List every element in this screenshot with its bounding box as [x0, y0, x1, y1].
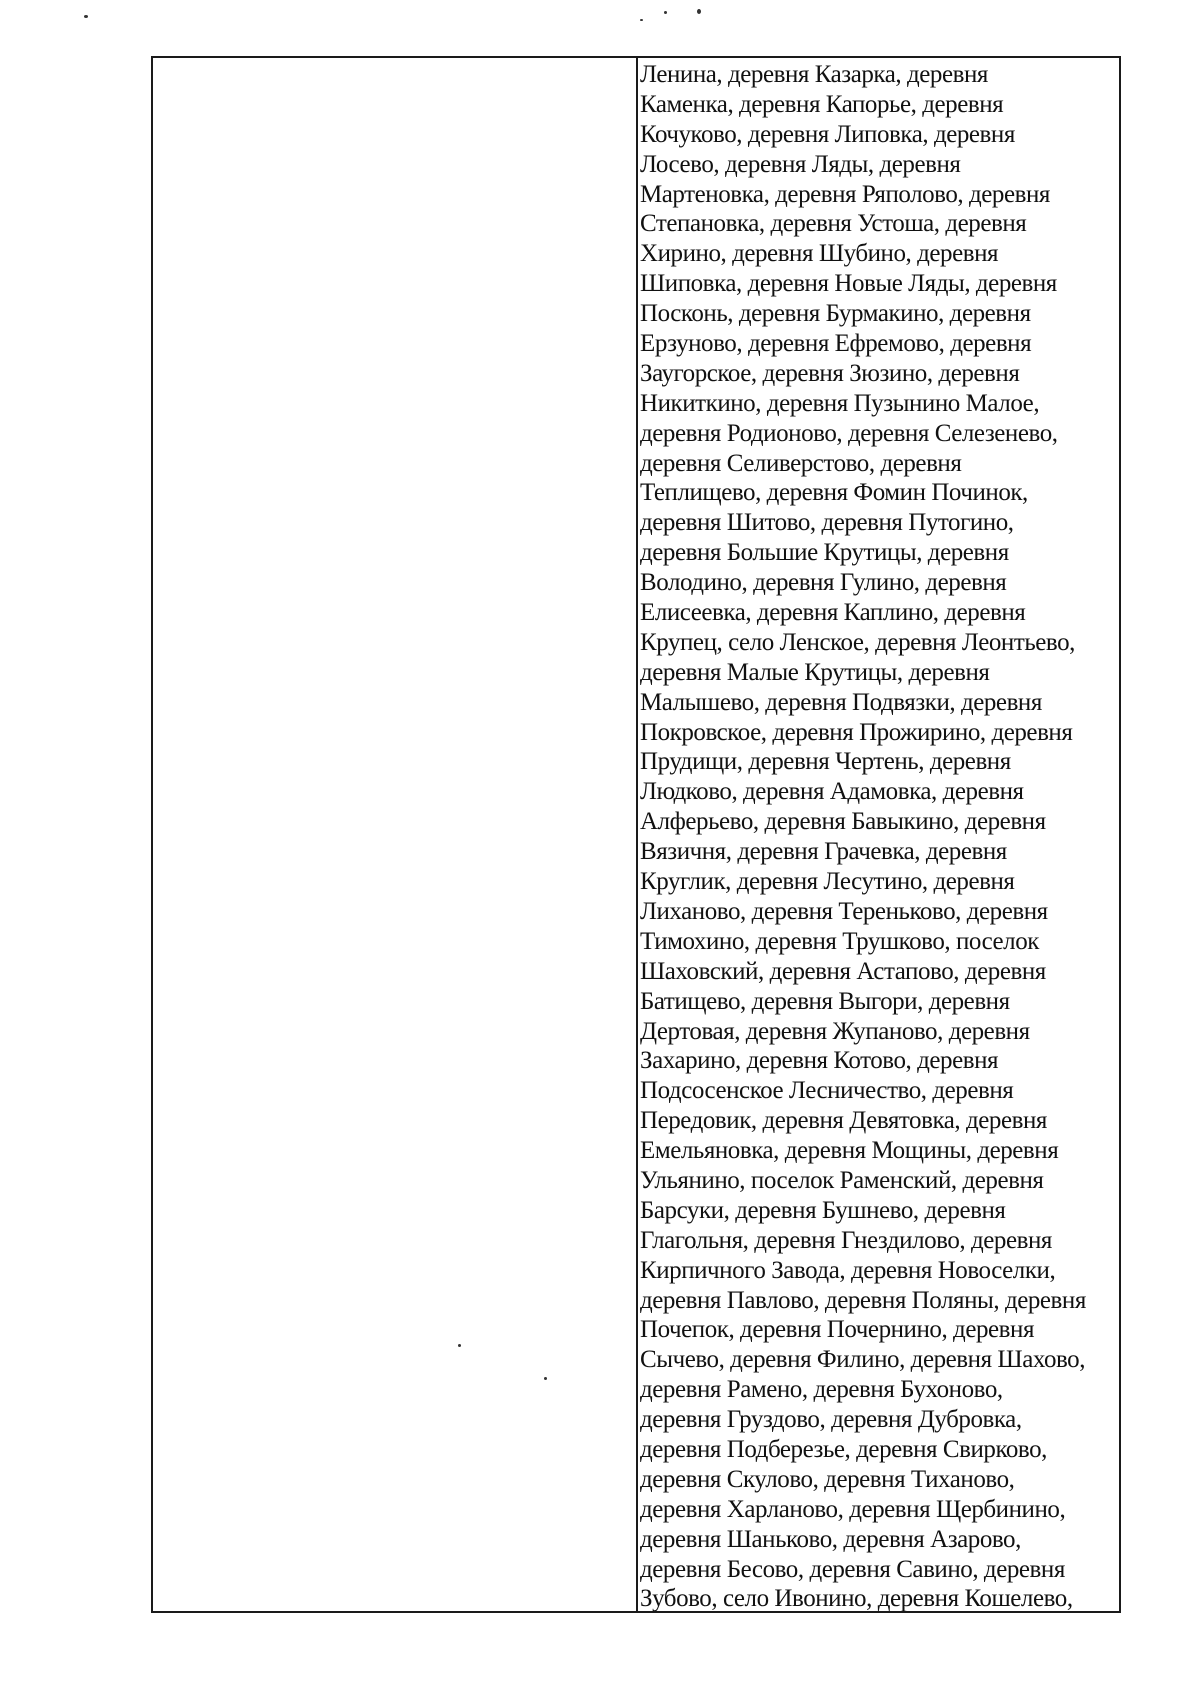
document-table [151, 56, 1121, 1613]
text-line: Крупец, село Ленское, деревня Леонтьево, [640, 628, 1075, 656]
text-line: деревня Селиверстово, деревня [640, 449, 962, 477]
table-cell-settlements [638, 58, 1119, 1611]
scan-speck [458, 1344, 461, 1347]
text-line: Зубово, село Ивонино, деревня Кошелево, [640, 1585, 1073, 1611]
text-line: Володино, деревня Гулино, деревня [640, 569, 1007, 597]
text-line: Кирпичного Завода, деревня Новоселки, [640, 1256, 1056, 1284]
text-line: деревня Харланово, деревня Щербинино, [640, 1495, 1066, 1523]
text-line: Елисеевка, деревня Каплино, деревня [640, 599, 1026, 627]
text-line: Емельяновка, деревня Мощины, деревня [640, 1137, 1059, 1165]
text-line: Кочуково, деревня Липовка, деревня [640, 120, 1015, 148]
text-line: деревня Рамено, деревня Бухоново, [640, 1376, 1003, 1404]
text-line: Хирино, деревня Шубино, деревня [640, 240, 999, 268]
text-line: деревня Груздово, деревня Дубровка, [640, 1406, 1022, 1434]
text-line: Малышево, деревня Подвязки, деревня [640, 688, 1042, 716]
text-line: Батищево, деревня Выгори, деревня [640, 987, 1010, 1015]
text-line: Передовик, деревня Девятовка, деревня [640, 1107, 1047, 1135]
text-line: Ульянино, поселок Раменский, деревня [640, 1166, 1044, 1194]
text-line: Прудищи, деревня Чертень, деревня [640, 748, 1011, 776]
text-line: Глагольня, деревня Гнездилово, деревня [640, 1226, 1052, 1254]
text-line: Тимохино, деревня Трушково, поселок [640, 927, 1039, 955]
text-line: деревня Родионово, деревня Селезенево, [640, 419, 1058, 447]
text-line: Подсосенское Лесничество, деревня [640, 1077, 1014, 1105]
text-line: деревня Скулово, деревня Тиханово, [640, 1465, 1015, 1493]
text-line: Круглик, деревня Лесутино, деревня [640, 868, 1015, 896]
text-line: Захарино, деревня Котово, деревня [640, 1047, 999, 1075]
text-line: Каменка, деревня Капорье, деревня [640, 90, 1004, 118]
text-line: Сычево, деревня Филино, деревня Шахово, [640, 1346, 1086, 1374]
text-line: Покровское, деревня Прожирино, деревня [640, 718, 1073, 746]
text-line: Ерзуново, деревня Ефремово, деревня [640, 330, 1032, 358]
text-line: Шаховский, деревня Астапово, деревня [640, 957, 1046, 985]
text-line: Ленина, деревня Казарка, деревня [640, 61, 988, 88]
text-line: деревня Малые Крутицы, деревня [640, 658, 990, 686]
text-line: Посконь, деревня Бурмакино, деревня [640, 300, 1031, 328]
text-line: Лосево, деревня Ляды, деревня [640, 150, 961, 178]
text-line: деревня Большие Крутицы, деревня [640, 539, 1009, 567]
text-line: Степановка, деревня Устоша, деревня [640, 210, 1027, 238]
text-line: деревня Шаньково, деревня Азарово, [640, 1525, 1021, 1553]
text-line: Заугорское, деревня Зюзино, деревня [640, 359, 1020, 387]
scan-speck [640, 19, 643, 21]
scan-speck [544, 1377, 547, 1380]
text-line: Шиповка, деревня Новые Ляды, деревня [640, 270, 1057, 298]
scan-speck [664, 11, 667, 14]
scan-speck [697, 9, 701, 14]
text-line: Лиханово, деревня Тереньково, деревня [640, 897, 1048, 925]
text-line: Алферьево, деревня Бавыкино, деревня [640, 808, 1046, 836]
text-line: Вязичня, деревня Грачевка, деревня [640, 838, 1007, 866]
text-line: Мартеновка, деревня Ряполово, деревня [640, 180, 1050, 208]
text-line: Барсуки, деревня Бушнево, деревня [640, 1196, 1006, 1224]
text-line: деревня Павлово, деревня Поляны, деревня [640, 1286, 1086, 1314]
text-line: Никиткино, деревня Пузынино Малое, [640, 389, 1040, 417]
text-line: Дертовая, деревня Жупаново, деревня [640, 1017, 1030, 1045]
text-line: деревня Бесово, деревня Савино, деревня [640, 1555, 1065, 1583]
table-cell-left-empty [153, 58, 638, 1611]
text-line: деревня Шитово, деревня Путогино, [640, 509, 1014, 537]
text-line: деревня Подберезье, деревня Свирково, [640, 1435, 1047, 1463]
text-line: Людково, деревня Адамовка, деревня [640, 778, 1024, 806]
scan-speck [84, 15, 88, 18]
text-line: Почепок, деревня Почернино, деревня [640, 1316, 1035, 1344]
text-line: Теплищево, деревня Фомин Починок, [640, 479, 1028, 507]
